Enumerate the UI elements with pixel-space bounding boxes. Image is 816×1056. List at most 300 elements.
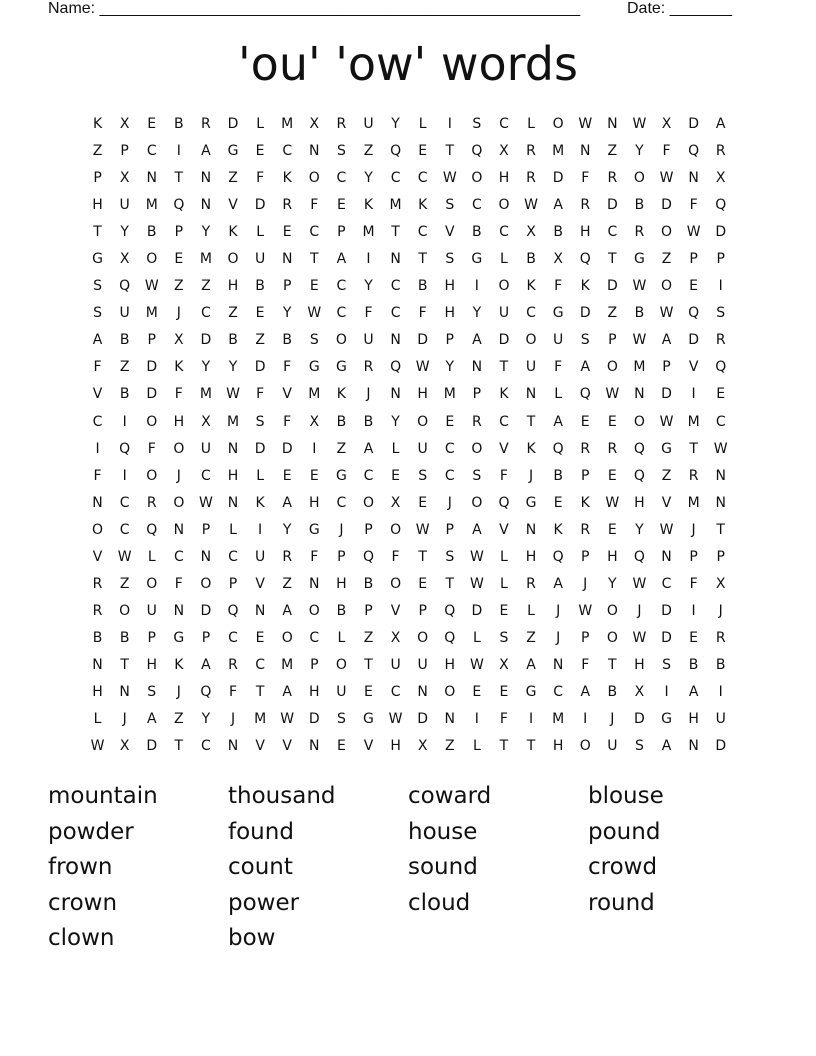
grid-letter: X [309, 116, 320, 132]
grid-letter: L [391, 440, 400, 457]
grid-letter: B [363, 575, 374, 592]
grid-letter: E [255, 143, 265, 160]
grid-letter: C [715, 413, 726, 430]
grid-letter: C [390, 278, 401, 295]
grid-letter: E [580, 413, 590, 430]
grid-letter: O [362, 494, 374, 511]
grid-letter: X [715, 575, 726, 592]
grid-letter: N [579, 143, 591, 160]
grid-letter: U [607, 738, 618, 755]
grid-letter: B [119, 629, 130, 646]
word-list-item: clown [48, 925, 115, 952]
grid-letter: B [715, 656, 726, 673]
grid-row [84, 625, 736, 652]
grid-letter: U [254, 251, 266, 268]
grid-letter: G [471, 251, 483, 268]
grid-letter: Z [174, 278, 184, 295]
grid-letter: D [200, 602, 212, 619]
grid-letter: S [418, 467, 428, 484]
grid-letter: I [474, 278, 479, 295]
grid-letter: A [282, 494, 292, 511]
grid-letter: B [336, 413, 347, 430]
grid-letter: E [553, 494, 563, 511]
grid-letter: B [634, 197, 645, 214]
grid-letter: M [687, 494, 700, 511]
grid-letter: J [718, 602, 723, 619]
grid-letter: Y [120, 224, 129, 241]
grid-letter: F [283, 359, 292, 376]
grid-letter: U [553, 332, 564, 349]
grid-letter: P [337, 224, 346, 241]
grid-letter: O [471, 170, 483, 187]
grid-letter: P [445, 332, 454, 349]
grid-letter: R [282, 548, 293, 565]
grid-letter: G [92, 251, 103, 268]
grid-letter: V [92, 386, 103, 403]
grid-letter: A [336, 251, 347, 268]
grid-letter: N [661, 548, 672, 565]
grid-letter: N [92, 494, 103, 511]
grid-letter: N [688, 738, 699, 755]
grid-letter: X [553, 251, 563, 268]
grid-letter: E [255, 629, 265, 646]
grid-letter: Y [391, 116, 400, 132]
grid-letter: O [119, 602, 131, 619]
grid-row [84, 273, 736, 300]
grid-letter: N [200, 548, 212, 565]
grid-letter: V [92, 548, 103, 565]
grid-row [84, 192, 736, 219]
grid-letter: Y [282, 521, 292, 538]
grid-letter: E [391, 467, 400, 484]
grid-letter: P [310, 656, 319, 673]
grid-letter: O [390, 521, 402, 538]
grid-letter: I [664, 683, 669, 700]
grid-letter: G [335, 359, 347, 376]
grid-letter: D [281, 440, 293, 457]
grid-letter: T [364, 656, 373, 673]
grid-row [84, 706, 736, 733]
grid-letter: Q [119, 440, 131, 457]
grid-letter: C [119, 521, 130, 538]
grid-letter: I [312, 440, 317, 457]
grid-letter: F [581, 656, 590, 673]
grid-letter: N [309, 575, 320, 592]
grid-letter: G [633, 251, 645, 268]
grid-letter: A [661, 738, 672, 755]
grid-letter: N [525, 521, 537, 538]
grid-letter: P [201, 521, 211, 538]
grid-letter: P [228, 575, 238, 592]
grid-letter: W [415, 521, 430, 538]
word-list-item: cloud [408, 889, 471, 916]
grid-letter: F [689, 575, 698, 592]
grid-letter: Q [119, 278, 131, 295]
word-search-grid [84, 111, 736, 761]
grid-letter: T [93, 224, 102, 241]
grid-letter: X [499, 656, 509, 673]
grid-letter: C [228, 629, 238, 646]
grid-letter: O [579, 738, 591, 755]
grid-letter: A [92, 332, 103, 349]
grid-letter: R [715, 629, 726, 646]
grid-letter: E [282, 224, 292, 241]
grid-letter: J [176, 683, 181, 700]
grid-letter: P [689, 251, 698, 268]
grid-letter: E [499, 602, 509, 619]
grid-letter: U [119, 305, 130, 322]
grid-letter: O [471, 494, 483, 511]
grid-letter: O [281, 629, 293, 646]
grid-letter: W [199, 494, 213, 511]
grid-letter: K [418, 197, 428, 214]
grid-letter: N [309, 143, 320, 160]
grid-letter: R [146, 494, 157, 511]
grid-letter: A [580, 359, 591, 376]
grid-letter: S [255, 413, 265, 430]
grid-letter: Q [498, 494, 510, 511]
grid-letter: G [525, 494, 537, 511]
grid-letter: O [471, 440, 483, 457]
grid-letter: A [282, 602, 292, 619]
grid-letter: H [444, 656, 456, 673]
grid-letter: C [390, 305, 401, 322]
grid-letter: F [581, 170, 590, 187]
grid-letter: B [119, 386, 130, 403]
grid-letter: S [93, 305, 102, 322]
grid-letter: L [147, 548, 156, 565]
date-field: Date: _______ [627, 0, 732, 17]
grid-letter: P [282, 278, 292, 295]
grid-letter: N [607, 116, 618, 132]
grid-letter: E [174, 251, 184, 268]
grid-letter: M [443, 386, 456, 403]
grid-letter: F [499, 467, 508, 484]
grid-letter: Q [633, 467, 645, 484]
grid-letter: D [471, 602, 483, 619]
grid-letter: L [472, 629, 481, 646]
grid-letter: K [228, 224, 238, 241]
grid-letter: Y [445, 359, 455, 376]
grid-letter: W [632, 332, 647, 349]
grid-letter: X [661, 116, 672, 132]
grid-letter: C [309, 224, 320, 241]
grid-letter: A [553, 575, 563, 592]
grid-letter: F [662, 143, 671, 160]
grid-letter: D [254, 440, 266, 457]
grid-letter: T [608, 251, 617, 268]
grid-letter: F [93, 359, 102, 376]
grid-letter: S [499, 629, 509, 646]
grid-letter: A [472, 521, 482, 538]
grid-letter: Q [444, 602, 456, 619]
grid-letter: U [525, 359, 537, 376]
grid-letter: Z [201, 278, 211, 295]
grid-letter: X [715, 170, 726, 187]
grid-letter: E [607, 521, 617, 538]
grid-letter: R [471, 413, 482, 430]
grid-letter: G [335, 467, 347, 484]
grid-letter: M [145, 197, 158, 214]
grid-letter: N [688, 170, 699, 187]
grid-letter: H [417, 386, 428, 403]
grid-letter: Q [688, 143, 700, 160]
grid-letter: C [336, 305, 347, 322]
grid-letter: C [363, 467, 374, 484]
grid-letter: W [469, 656, 484, 673]
grid-letter: E [607, 413, 617, 430]
grid-letter: A [553, 197, 563, 214]
grid-letter: R [336, 116, 347, 132]
grid-letter: N [227, 494, 239, 511]
grid-letter: L [554, 386, 563, 403]
grid-letter: K [336, 386, 346, 403]
grid-letter: P [147, 332, 156, 349]
grid-letter: C [255, 656, 265, 673]
grid-letter: M [226, 413, 240, 430]
grid-letter: C [471, 197, 482, 214]
grid-letter: Q [552, 548, 564, 565]
grid-letter: P [120, 143, 129, 160]
grid-letter: F [283, 413, 292, 430]
grid-letter: Y [364, 170, 373, 187]
grid-letter: I [583, 711, 588, 728]
grid-letter: B [417, 278, 428, 295]
grid-letter: E [418, 575, 428, 592]
grid-letter: L [256, 116, 265, 132]
grid-letter: Z [363, 143, 374, 160]
grid-letter: M [552, 143, 565, 160]
grid-letter: Y [201, 224, 211, 241]
grid-letter: G [173, 629, 185, 646]
grid-letter: A [201, 143, 211, 160]
grid-letter: K [174, 359, 184, 376]
grid-letter: H [227, 467, 239, 484]
grid-letter: J [583, 575, 588, 592]
grid-letter: M [281, 116, 294, 132]
grid-letter: O [661, 224, 673, 241]
grid-letter: C [282, 143, 293, 160]
grid-letter: X [201, 413, 211, 430]
grid-letter: D [200, 332, 212, 349]
grid-letter: W [578, 602, 593, 619]
grid-letter: L [500, 548, 508, 565]
grid-letter: T [174, 170, 184, 187]
grid-letter: O [633, 170, 645, 187]
grid-letter: D [715, 738, 727, 755]
grid-letter: O [390, 575, 402, 592]
grid-letter: A [526, 656, 536, 673]
grid-letter: B [228, 332, 238, 349]
grid-letter: U [146, 602, 157, 619]
grid-letter: C [173, 548, 184, 565]
grid-letter: U [390, 656, 401, 673]
grid-letter: B [282, 332, 292, 349]
grid-letter: T [418, 251, 427, 268]
grid-letter: K [255, 494, 265, 511]
grid-letter: E [716, 386, 726, 403]
grid-letter: D [606, 197, 618, 214]
grid-letter: T [418, 548, 427, 565]
grid-letter: Q [552, 440, 564, 457]
grid-letter: R [688, 467, 699, 484]
grid-letter: X [634, 683, 645, 700]
grid-letter: W [632, 575, 647, 592]
grid-letter: G [227, 143, 239, 160]
grid-row [84, 517, 736, 544]
grid-letter: A [580, 683, 591, 700]
grid-letter: B [255, 278, 265, 295]
grid-letter: E [309, 467, 319, 484]
header [48, 0, 748, 20]
grid-letter: W [415, 359, 430, 376]
grid-letter: N [119, 683, 130, 700]
grid-letter: P [608, 332, 617, 349]
grid-letter: K [526, 440, 536, 457]
grid-letter: L [418, 116, 427, 132]
grid-row [84, 327, 736, 354]
grid-letter: Z [119, 359, 130, 376]
grid-letter: X [309, 413, 320, 430]
grid-letter: W [524, 197, 538, 214]
grid-letter: H [444, 278, 456, 295]
grid-letter: Z [282, 575, 292, 592]
grid-letter: C [444, 467, 455, 484]
grid-letter: N [309, 738, 320, 755]
grid-letter: H [607, 548, 618, 565]
grid-letter: G [552, 305, 564, 322]
grid-letter: N [254, 602, 266, 619]
grid-letter: L [500, 575, 508, 592]
grid-letter: P [174, 224, 184, 241]
grid-letter: X [119, 251, 130, 268]
grid-letter: Q [688, 305, 700, 322]
grid-letter: E [147, 116, 157, 132]
grid-letter: H [227, 278, 239, 295]
grid-letter: Y [608, 575, 617, 592]
grid-letter: D [146, 386, 158, 403]
grid-letter: W [469, 548, 484, 565]
grid-letter: T [445, 575, 455, 592]
grid-letter: C [201, 305, 211, 322]
grid-letter: N [390, 386, 401, 403]
grid-letter: P [93, 170, 102, 187]
grid-letter: N [715, 494, 726, 511]
grid-letter: R [363, 359, 374, 376]
grid-letter: Z [174, 711, 184, 728]
grid-letter: Q [200, 683, 212, 700]
grid-letter: Y [201, 711, 211, 728]
grid-letter: G [525, 683, 537, 700]
grid-letter: C [499, 224, 509, 241]
grid-letter: J [528, 467, 534, 484]
grid-letter: V [688, 359, 699, 376]
grid-letter: C [92, 413, 103, 430]
grid-letter: Y [228, 359, 238, 376]
grid-letter: B [688, 656, 699, 673]
grid-letter: Q [715, 359, 727, 376]
grid-letter: C [499, 413, 509, 430]
grid-letter: O [227, 251, 239, 268]
grid-letter: X [390, 494, 401, 511]
grid-row [84, 679, 736, 706]
word-list-item: bow [228, 925, 276, 952]
grid-letter: I [691, 602, 696, 619]
word-list-item: mountain [48, 783, 158, 809]
grid-letter: C [526, 305, 536, 322]
grid-letter: M [552, 711, 565, 728]
grid-letter: R [715, 143, 726, 160]
grid-letter: Z [336, 440, 347, 457]
grid-letter: T [391, 224, 400, 241]
grid-letter: I [258, 521, 263, 538]
grid-letter: Y [282, 305, 292, 322]
grid-letter: T [608, 656, 617, 673]
grid-letter: W [226, 386, 240, 403]
grid-letter: P [581, 629, 590, 646]
grid-letter: M [199, 386, 212, 403]
grid-letter: Y [635, 521, 644, 538]
grid-letter: G [363, 711, 374, 728]
grid-letter: U [715, 711, 726, 728]
grid-letter: E [336, 197, 346, 214]
grid-letter: S [445, 197, 455, 214]
grid-letter: R [715, 332, 726, 349]
grid-letter: U [336, 683, 347, 700]
grid-letter: C [444, 440, 455, 457]
grid-letter: N [552, 656, 564, 673]
grid-letter: E [418, 494, 428, 511]
grid-letter: N [92, 656, 103, 673]
grid-letter: M [254, 711, 267, 728]
grid-letter: P [364, 521, 373, 538]
grid-letter: B [526, 251, 536, 268]
grid-letter: H [444, 305, 456, 322]
grid-row [84, 409, 736, 436]
grid-letter: D [661, 386, 672, 403]
grid-letter: F [554, 278, 563, 295]
grid-letter: H [92, 683, 103, 700]
grid-letter: M [687, 413, 700, 430]
grid-letter: S [336, 711, 346, 728]
grid-letter: Y [201, 359, 211, 376]
grid-letter: Y [364, 278, 373, 295]
grid-letter: F [418, 305, 427, 322]
grid-letter: S [445, 251, 455, 268]
grid-letter: Z [255, 332, 265, 349]
grid-letter: H [552, 738, 564, 755]
grid-letter: V [444, 224, 455, 241]
grid-letter: E [418, 143, 428, 160]
grid-letter: O [173, 440, 185, 457]
grid-letter: Z [661, 251, 672, 268]
word-list-item: crowd [588, 854, 658, 881]
grid-letter: S [472, 467, 482, 484]
grid-letter: P [716, 251, 725, 268]
grid-letter: S [445, 548, 455, 565]
grid-row [84, 571, 736, 598]
word-list-item: round [588, 889, 655, 916]
grid-letter: L [500, 251, 508, 268]
grid-letter: I [95, 440, 100, 457]
grid-letter: F [228, 683, 238, 700]
grid-letter: V [390, 602, 401, 619]
grid-letter: S [472, 116, 482, 132]
grid-letter: H [92, 197, 103, 214]
grid-letter: L [472, 738, 481, 755]
grid-letter: S [309, 332, 319, 349]
grid-letter: R [526, 575, 536, 592]
